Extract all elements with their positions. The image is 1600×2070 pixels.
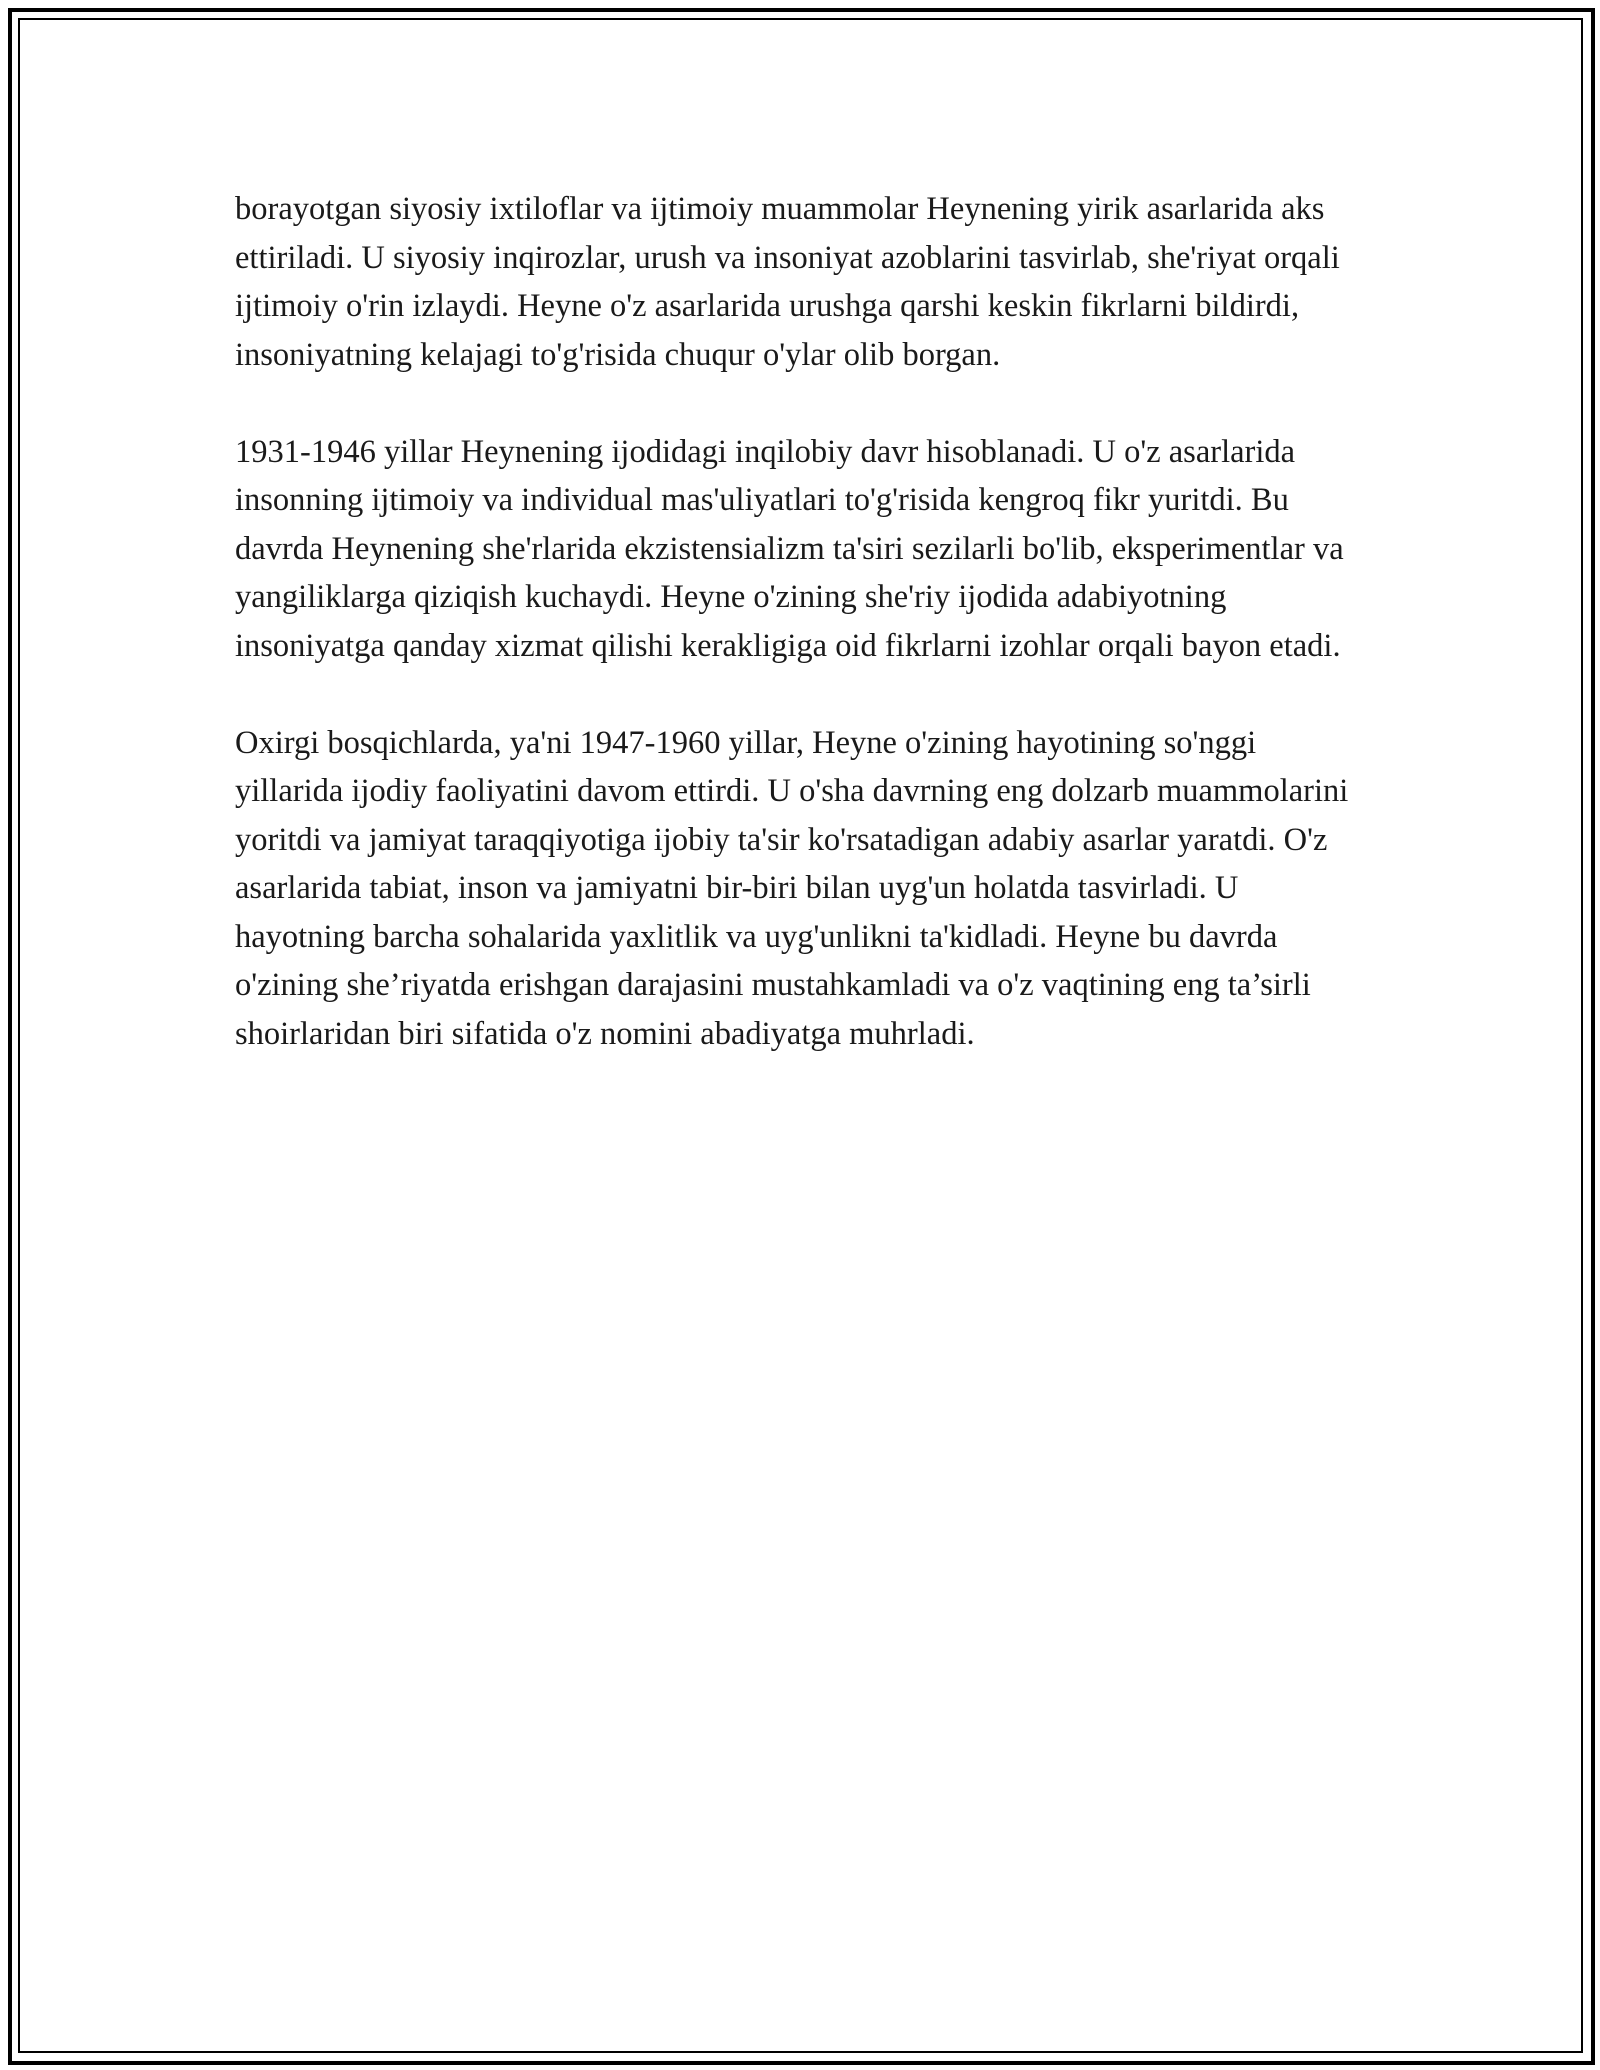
paragraph-3: Oxirgi bosqichlarda, ya'ni 1947-1960 yillar, Heyne o'zining hayotining so'nggi yillarida ijodiy faoliyatini davom ettirdi. U o'sha davrning eng dolzarb muammolarini yoritdi va jamiyat taraqqiyotiga ijobiy ta'sir ko'rsatadigan adabiy asarlar yaratdi. O'z asarlarida tabiat, inson va jamiyatni bir-biri bilan uyg'un holatda tasvirladi. U hayotning barcha sohalarida yaxlitlik va uyg'unlikni ta'kidladi. Heyne bu davrda o'zining she’riyatda erishgan darajasini mustahkamladi va o'z vaqtining eng ta’sirli shoirlaridan biri sifatida o'z nomini abadiyatga muhrladi. [235,724,1349,1052]
document-body [235,185,1365,1058]
paragraph-1: borayotgan siyosiy ixtiloflar va ijtimoiy muammolar Heynening yirik asarlarida aks ettiriladi. U siyosiy inqirozlar, urush va insoniyat azoblarini tasvirlab, she'riyat orqali ijtimoiy o'rin izlaydi. Heyne o'z asarlarida urushga qarshi keskin fikrlarni bildirdi, insoniyatning kelajagi to'g'risida chuqur o'ylar olib borgan. [235,191,1340,373]
paragraph-2: 1931-1946 yillar Heynening ijodidagi inqilobiy davr hisoblanadi. U o'z asarlarida insonning ijtimoiy va individual mas'uliyatlari to'g'risida kengroq fikr yuritdi. Bu davrda Heynening she'rlarida ekzistensializm ta'siri sezilarli bo'lib, eksperimentlar va yangiliklarga qiziqish kuchaydi. Heyne o'zining she'riy ijodida adabiyotning insoniyatga qanday xizmat qilishi kerakligiga oid fikrlarni izohlar orqali bayon etadi. [235,433,1344,664]
